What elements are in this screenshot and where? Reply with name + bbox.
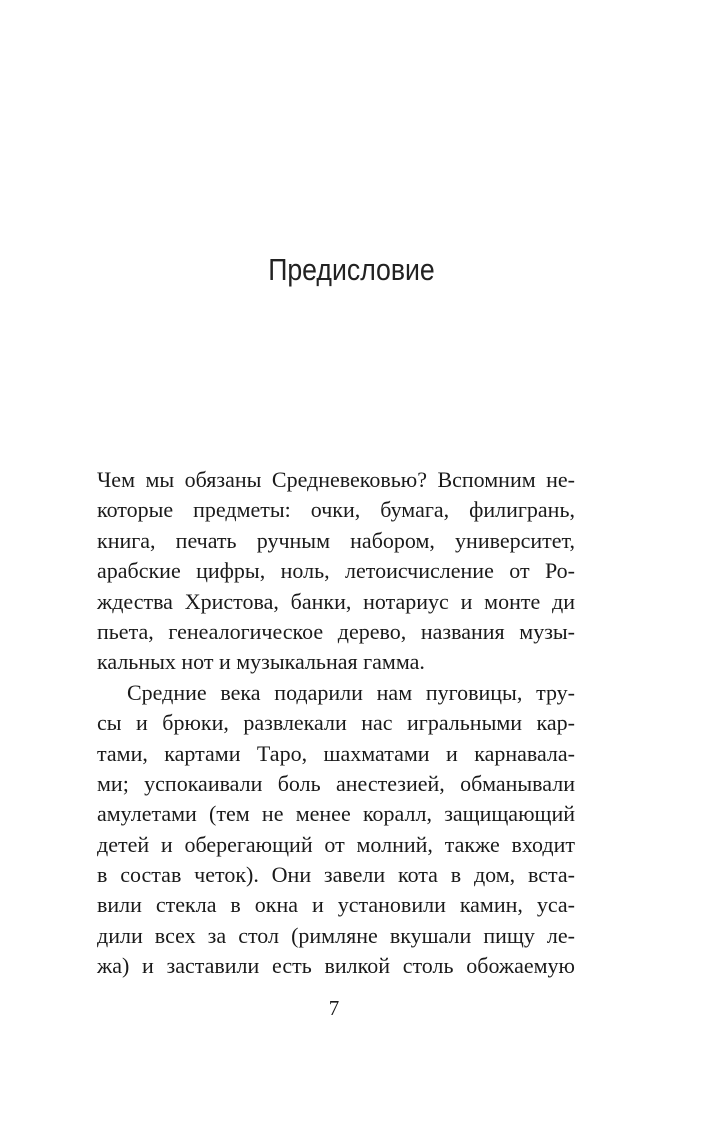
page-number: 7 bbox=[328, 996, 340, 1020]
body-text bbox=[97, 465, 575, 982]
text-line: Средние века подарили нам пуговицы, тру- bbox=[127, 679, 575, 705]
text-line: арабские цифры, ноль, летоисчисление от Ро- bbox=[97, 558, 575, 584]
text-line: Чем мы обязаны Средневековью? Вспомним не- bbox=[97, 467, 575, 492]
text-line: тами, картами Таро, шахматами и карнавала- bbox=[97, 740, 575, 766]
text-line: вили стекла в окна и установили камин, уса- bbox=[97, 892, 575, 918]
text-line: дили всех за стол (римляне вкушали пищу ле- bbox=[97, 922, 575, 948]
text-line: амулетами (тем не менее коралл, защищающий bbox=[97, 801, 575, 827]
text-line: кальных нот и музыкальная гамма. bbox=[97, 649, 425, 675]
text-line: пьета, генеалогическое дерево, названия музы- bbox=[97, 618, 575, 644]
text-line: ждества Христова, банки, нотариус и монте ди bbox=[97, 588, 575, 614]
text-line: ми; успокаивали боль анестезией, обманывали bbox=[97, 770, 575, 796]
chapter-title: Предисловие bbox=[268, 252, 435, 287]
text-line: в состав четок). Они завели кота в дом, вста- bbox=[97, 862, 575, 888]
text-line: книга, печать ручным набором, университет, bbox=[97, 527, 575, 553]
text-line: сы и брюки, развлекали нас игральными кар- bbox=[97, 710, 575, 736]
text-line: которые предметы: очки, бумага, филигрань, bbox=[97, 497, 575, 523]
text-line: детей и оберегающий от молний, также входит bbox=[97, 831, 575, 857]
text-line: жа) и заставили есть вилкой столь обожаемую bbox=[97, 953, 575, 979]
